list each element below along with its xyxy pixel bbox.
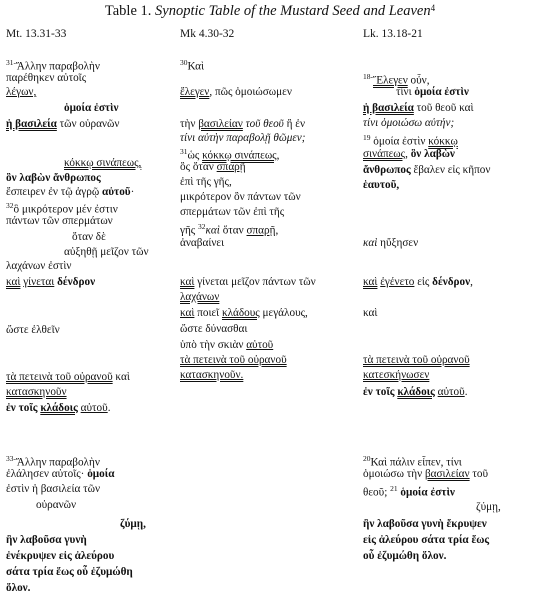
text-run: τῶν οὐρανῶν	[56, 118, 120, 130]
text-run: παρέθηκεν αὐτοῖς	[6, 72, 87, 84]
text-run: ἡ βασιλεία	[363, 102, 414, 114]
text-run: γίνεται	[23, 276, 55, 288]
text-line	[6, 259, 71, 273]
text-line	[180, 353, 287, 367]
text-line	[363, 163, 490, 177]
text-run: οὖν,	[407, 74, 430, 87]
text-run: αὐτοῦ	[246, 339, 274, 351]
text-run: ποιεῖ	[194, 307, 222, 319]
text-run: κλάδους	[221, 307, 260, 319]
text-run: καὶ	[205, 224, 220, 237]
text-run: ὥστε ἐλθεῖν	[6, 324, 60, 336]
text-run: τῶν	[80, 483, 101, 495]
text-line	[6, 85, 36, 99]
text-line	[180, 175, 232, 189]
text-run: τίνι	[396, 86, 415, 98]
text-run: .	[107, 402, 111, 414]
text-line	[180, 131, 306, 145]
text-run: μικρότερον ὂν πάντων τῶν	[180, 191, 301, 203]
text-run: αὐτοῦ	[101, 186, 131, 198]
text-line	[180, 275, 316, 289]
text-line	[180, 160, 246, 174]
text-line	[363, 533, 489, 547]
table-title	[0, 2, 540, 20]
text-line	[6, 275, 95, 289]
text-run: ἣν λαβοῦσα γυνὴ ἔκρυψεν	[363, 518, 487, 530]
text-line	[180, 322, 247, 336]
text-run: κατεσκήνωσεν	[363, 369, 430, 381]
text-line	[64, 245, 149, 259]
text-run: σάτα τρία ἕως οὗ ἐζυμώθη	[6, 566, 133, 578]
verse-number: 30	[180, 58, 188, 67]
text-run: Ἄλλην παραβολὴν	[16, 60, 100, 73]
text-run: ἢ ἐν	[283, 118, 306, 130]
text-run: ἔβαλεν εἰς κῆπον	[410, 164, 491, 176]
text-run: κόκκῳ σινάπεως	[202, 149, 277, 162]
verse-number: 32	[198, 222, 206, 231]
verse-number: 19	[363, 133, 371, 142]
verse-number: 31	[180, 147, 188, 156]
text-run: δένδρον	[57, 276, 96, 288]
table-number: Table 1.	[104, 3, 152, 19]
text-run: καὶ	[6, 276, 21, 288]
verse-number: 33-	[6, 454, 16, 463]
text-run: ἔλεγεν	[180, 86, 210, 98]
text-line	[6, 533, 87, 547]
text-run: ἐν τοῖς	[363, 386, 398, 398]
text-run: ὁμοιώσω τὴν	[363, 468, 425, 480]
text-line	[6, 214, 113, 228]
text-line	[363, 147, 455, 161]
text-run: ζύμῃ,	[120, 518, 146, 530]
text-line	[6, 401, 110, 415]
text-run: ὁμοία ἐστὶν	[400, 486, 455, 499]
text-run: Ἔλεγεν	[373, 74, 408, 87]
text-run: ὅλον.	[6, 582, 31, 594]
text-run: ·	[130, 186, 135, 198]
text-line	[363, 101, 473, 115]
text-run: ὡς	[187, 149, 203, 162]
text-line	[363, 368, 429, 382]
text-line	[180, 368, 243, 382]
text-run: λαχάνων ἐστὶν	[6, 260, 72, 272]
text-line	[6, 323, 60, 337]
header-mark: Mk 4.30-32	[180, 28, 235, 40]
text-line	[180, 205, 284, 219]
text-line	[180, 190, 301, 204]
text-line	[363, 482, 455, 500]
text-run: τίνι αὐτὴν παραβολῇ θῶμεν;	[180, 132, 306, 144]
text-run: τὰ πετεινὰ τοῦ οὐρανοῦ	[180, 354, 287, 366]
text-line	[120, 517, 146, 531]
text-run: καὶ	[180, 307, 195, 319]
text-run: ηὔξησεν	[377, 237, 419, 249]
text-run: κλάδοις	[397, 386, 435, 398]
text-run: λέγων,	[6, 86, 37, 98]
text-line	[363, 467, 488, 481]
text-line	[6, 117, 119, 131]
verse-number: 31-	[6, 58, 16, 67]
text-run: σινάπεως	[363, 148, 406, 160]
text-run: ἐλάλησεν αὐτοῖς·	[6, 468, 88, 480]
text-line	[6, 185, 134, 199]
text-run: Καὶ	[187, 60, 205, 73]
text-line	[72, 230, 106, 244]
text-line	[363, 116, 454, 130]
text-run: ὁμοία ἐστὶν	[64, 102, 119, 114]
text-run: οὗ ἐζυμώθη ὅλον.	[363, 550, 447, 562]
text-run: ἐστὶν ἡ βασιλεία	[6, 483, 81, 495]
verse-number: 32	[6, 201, 14, 210]
text-line	[6, 581, 30, 595]
text-run: καὶ	[363, 307, 378, 319]
text-run: γῆς	[180, 224, 199, 237]
text-run: κόκκῳ	[428, 135, 458, 148]
text-run: ζύμῃ,	[476, 501, 501, 513]
text-run: οὐρανῶν	[36, 499, 77, 511]
text-run: ,	[405, 148, 411, 160]
text-run: γίνεται μεῖζον πάντων τῶν	[194, 276, 316, 288]
text-run: ,	[275, 224, 279, 237]
text-line	[64, 101, 119, 115]
text-line	[6, 565, 133, 579]
text-run: ἣν λαβοῦσα γυνὴ	[6, 534, 87, 546]
text-run: ὁμοία	[87, 468, 115, 480]
text-line	[180, 236, 224, 250]
text-run: ὃν λαβὼν ἄνθρωπος	[6, 172, 101, 184]
text-line	[6, 370, 130, 384]
text-line	[363, 306, 377, 320]
text-run: σπερμάτων τῶν ἐπὶ τῆς	[180, 206, 285, 218]
text-line	[180, 85, 292, 99]
text-run: βασιλείαν	[198, 118, 243, 130]
text-run: ὑπὸ τὴν σκιὰν	[180, 339, 247, 351]
text-line	[180, 56, 204, 74]
text-run: ὃ μικρότερον μέν ἐστιν	[13, 203, 118, 216]
text-run: ἑαυτοῦ,	[363, 179, 400, 191]
text-run: τίνι ὁμοιώσω αὐτήν;	[363, 117, 455, 129]
text-line	[180, 338, 273, 352]
text-line	[6, 467, 114, 481]
text-run: τοῦ	[469, 468, 489, 480]
text-run: μεγάλους,	[259, 307, 308, 319]
footnote-marker: 4	[430, 3, 436, 13]
text-run: τὰ πετεινὰ τοῦ οὐρανοῦ	[6, 371, 113, 383]
text-run: τὴν	[180, 118, 199, 130]
text-run: καὶ	[456, 102, 474, 114]
text-line	[363, 549, 446, 563]
text-line	[180, 290, 219, 304]
text-run: κλάδοις	[40, 402, 78, 414]
verse-number: 21	[390, 484, 398, 493]
text-run: ὁμοία ἐστὶν	[414, 86, 469, 98]
text-line	[6, 482, 100, 496]
text-line	[6, 385, 67, 399]
text-run: ὅταν	[219, 224, 247, 237]
text-run: .	[464, 386, 468, 398]
text-line	[6, 171, 101, 185]
text-line	[363, 236, 418, 250]
text-run: κόκκῳ σινάπεως,	[64, 157, 142, 169]
text-run: καὶ	[363, 237, 378, 249]
text-run: μεῖζον τῶν	[97, 246, 149, 258]
text-run: ὅταν δὲ	[72, 231, 106, 243]
text-run: ὁμοία ἐστὶν	[370, 135, 429, 148]
text-run: ἐν τοῖς	[6, 402, 41, 414]
text-run: τὰ πετεινὰ τοῦ οὐρανοῦ	[363, 354, 470, 366]
text-line	[6, 549, 114, 563]
text-run: κατασκηνοῦν.	[180, 369, 244, 381]
text-line	[476, 500, 501, 514]
text-line	[64, 156, 141, 170]
text-run: ἐπὶ τῆς γῆς,	[180, 176, 232, 188]
text-run: πάντων τῶν σπερμάτων	[6, 215, 113, 227]
text-run: εἰς ἀλεύρου σάτα τρία ἕως	[363, 534, 490, 546]
text-run: δένδρον	[432, 276, 471, 288]
text-run: ἄνθρωπος	[363, 164, 411, 176]
text-line	[363, 275, 473, 289]
text-run: καὶ	[363, 276, 378, 288]
text-run: αὐξηθῇ	[64, 246, 98, 258]
text-line	[363, 517, 487, 531]
text-line	[180, 306, 308, 320]
text-run: εἰς	[414, 276, 433, 288]
verse-number: 20	[363, 454, 371, 463]
text-run: καὶ	[112, 371, 130, 383]
text-run: τοῦ θεοῦ	[413, 102, 457, 114]
text-run: αὐτοῦ	[437, 386, 465, 398]
text-line	[363, 353, 470, 367]
text-run: κατασκηνοῦν	[6, 386, 67, 398]
text-run: Καὶ πάλιν εἶπεν, τίνι	[370, 456, 462, 469]
text-line	[6, 71, 86, 85]
text-run: ἔσπειρεν ἐν τῷ ἀγρῷ	[6, 186, 102, 198]
text-run: , πῶς ὁμοιώσωμεν	[209, 86, 292, 98]
text-run: σπαρῇ	[216, 161, 246, 173]
text-run: ,	[276, 149, 280, 162]
text-run: θεοῦ;	[363, 486, 391, 499]
text-line	[363, 385, 467, 399]
text-line	[396, 85, 469, 99]
text-run: σπαρῇ	[246, 224, 276, 237]
text-run: βασιλείαν	[424, 468, 470, 480]
text-run: τοῦ θεοῦ	[245, 118, 284, 130]
text-run: Ἄλλην παραβολὴν	[16, 456, 100, 469]
text-run: καὶ	[180, 276, 195, 288]
table-caption: Synoptic Table of the Mustard Seed and Leaven	[155, 3, 431, 19]
text-run: ἀναβαίνει	[180, 237, 225, 249]
text-run: ἐνέκρυψεν εἰς ἀλεύρου	[6, 550, 115, 562]
text-run: ἐγένετο	[380, 276, 415, 288]
text-run: ὥστε δύνασθαι	[180, 323, 248, 335]
text-line	[363, 178, 399, 192]
text-line	[180, 117, 305, 131]
text-run: αὐτοῦ	[80, 402, 108, 414]
header-luke: Lk. 13.18-21	[363, 28, 423, 40]
header-matthew: Mt. 13.31-33	[6, 28, 67, 40]
text-run: ,	[470, 276, 473, 288]
text-run: ὃν λαβὼν	[410, 148, 455, 160]
text-run: λαχάνων	[180, 291, 220, 303]
text-run: ὃς ὅταν	[180, 161, 217, 173]
text-run: ἡ βασιλεία	[6, 118, 57, 130]
verse-number: 18-	[363, 72, 373, 81]
text-line	[36, 498, 76, 512]
